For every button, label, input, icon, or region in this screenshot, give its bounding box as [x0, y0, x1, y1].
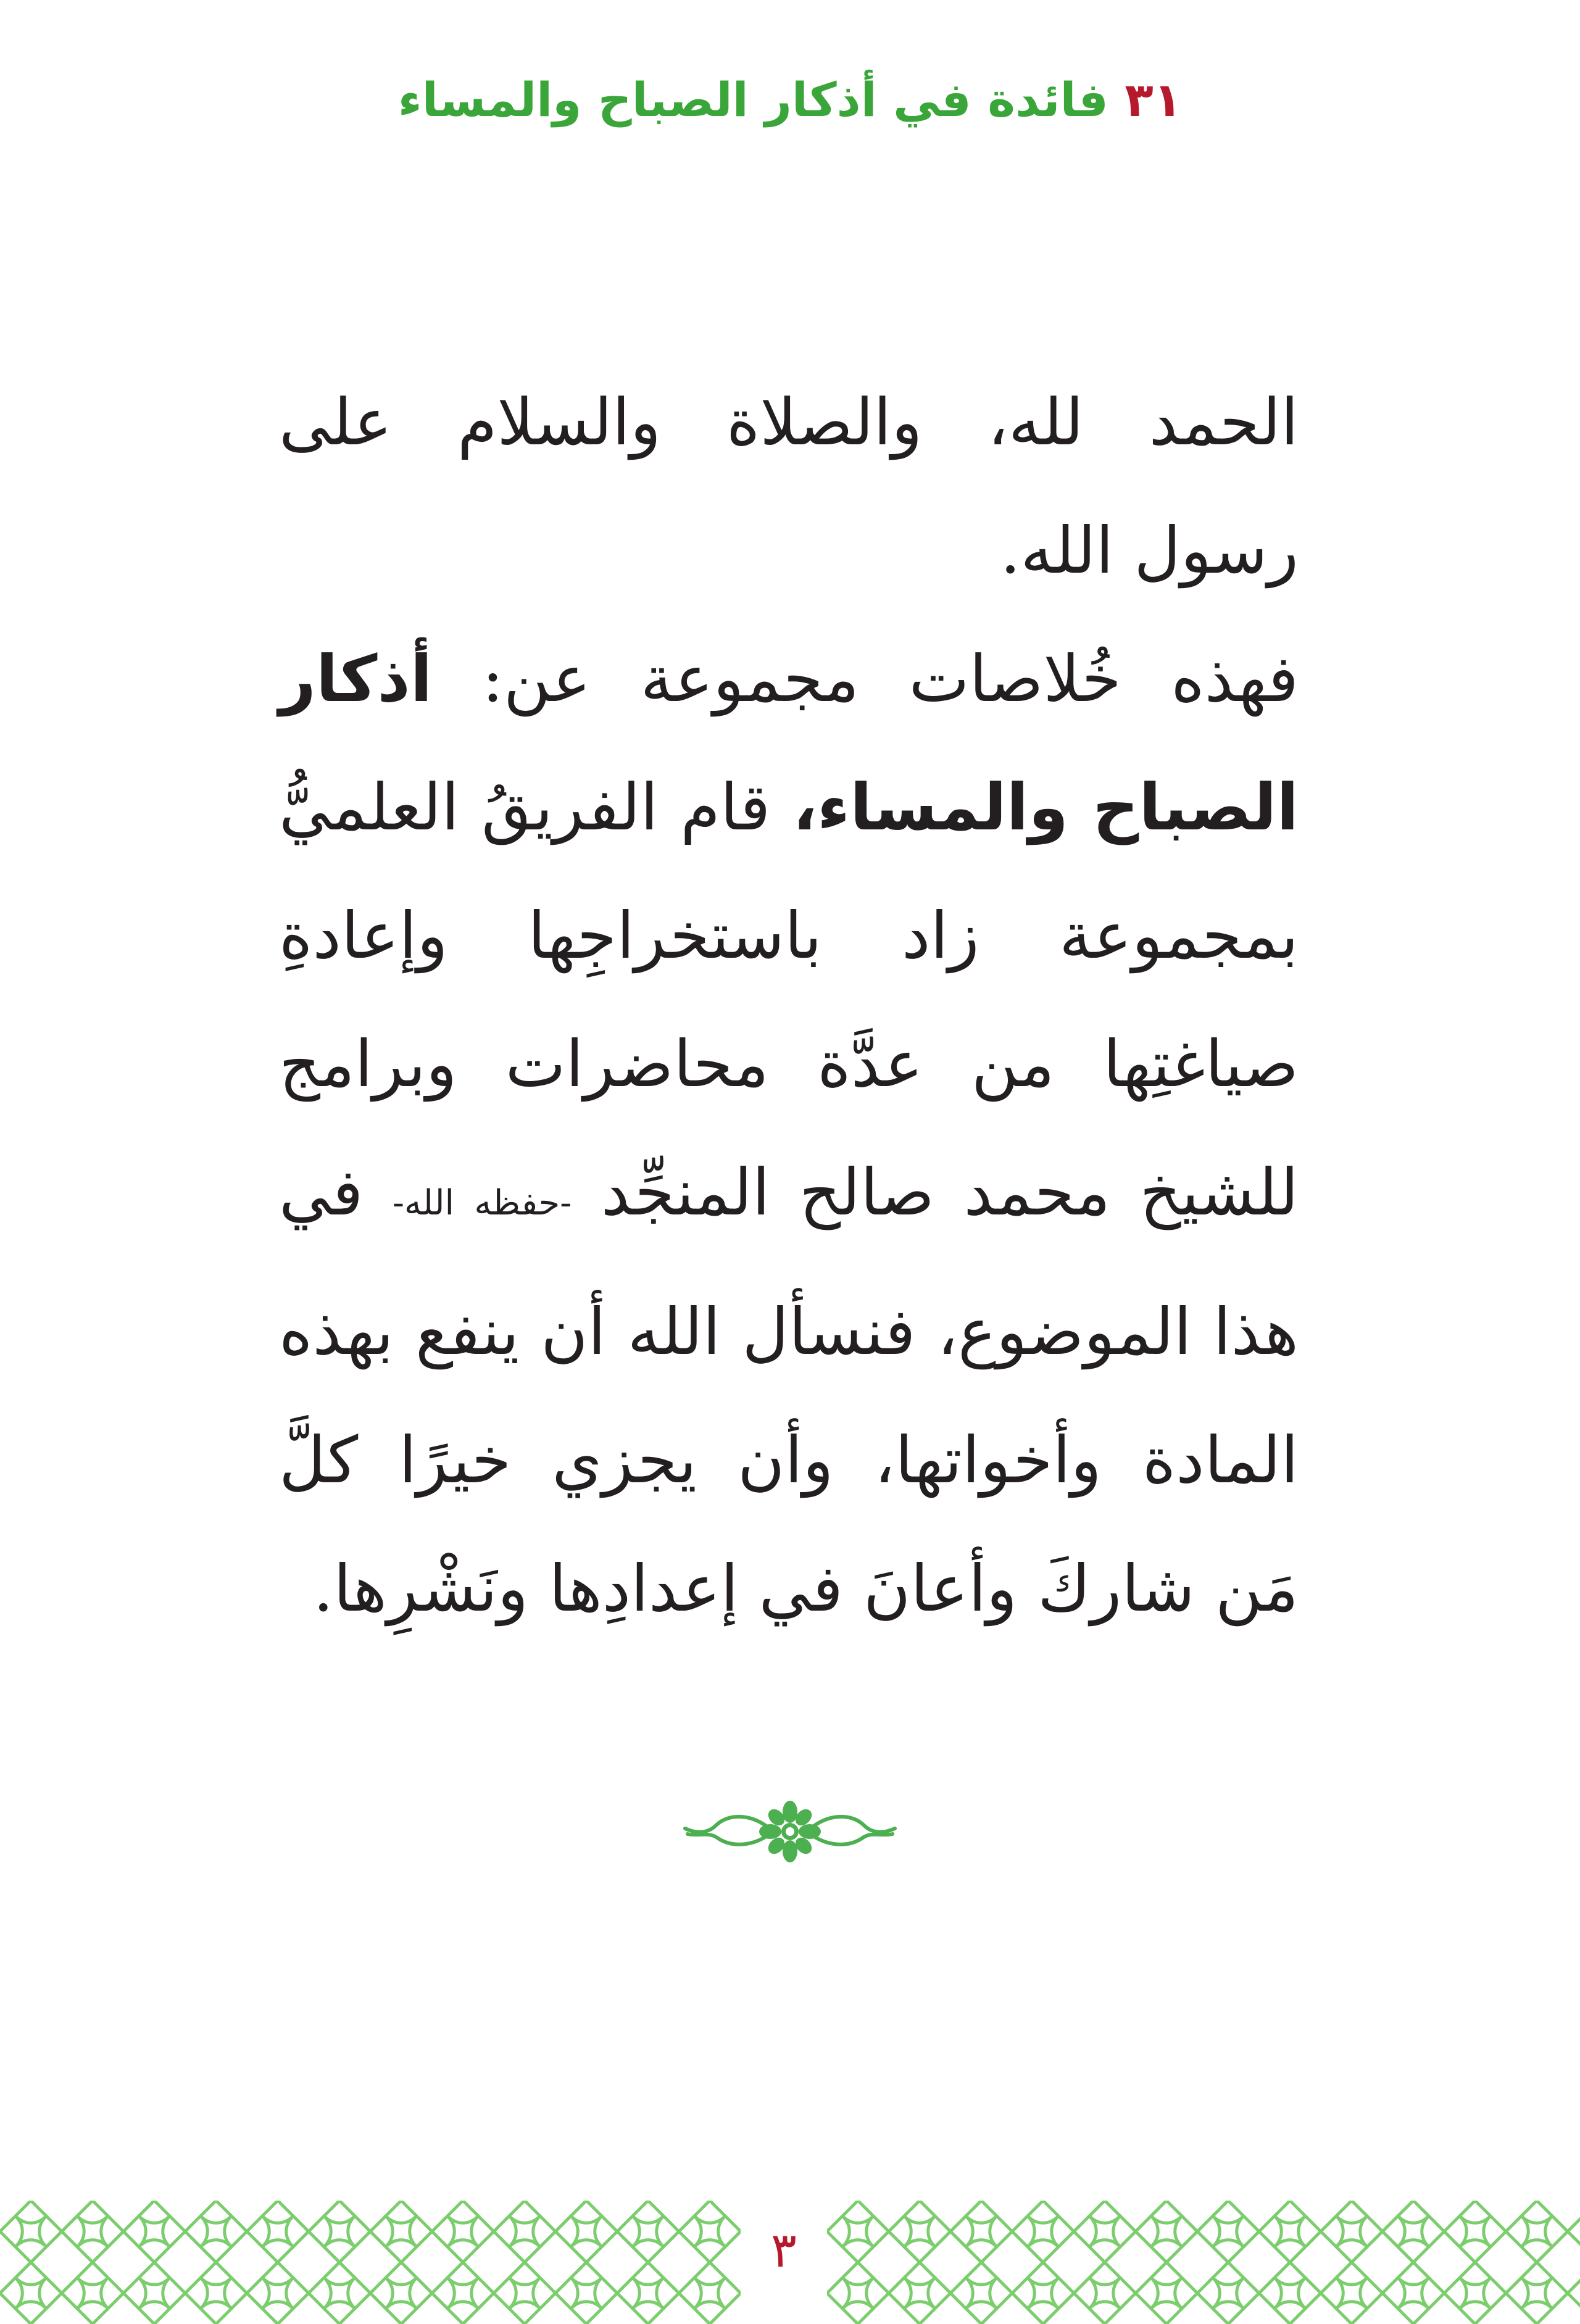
paragraph-end: في هذا الموضوع، فنسأل الله أن ينفع بهذه المادة وأخواتها، وأن يجزي خيرًا كلَّ مَن شاركَ وأعانَ في إعدادِها ونَشْرِها.: [279, 1155, 1299, 1626]
book-title-bold: أذكار الصباح والمساء،: [279, 641, 1299, 845]
geometric-pattern-band: [0, 2201, 741, 2324]
paragraph-main: [279, 615, 1299, 1653]
paragraph-middle: قام الفريقُ العلميُّ بمجموعة زاد باستخراجِها وإعادةِ صياغتِها من عدَّة محاضرات وبرامج للشيخ محمد صالح المنجِّد: [279, 770, 1299, 1230]
header-title: فائدة في أذكار الصباح والمساء: [397, 72, 1108, 127]
running-header: [0, 69, 1580, 131]
floral-divider-icon: [679, 1795, 901, 1862]
paragraph-opening: الحمد لله، والصلاة والسلام على رسول الله.: [279, 384, 1299, 588]
geometric-pattern-band: [827, 2201, 1580, 2324]
page-number: ٣: [771, 2223, 797, 2278]
honorific: -حفظه الله-: [392, 1183, 572, 1223]
header-number: ٣١: [1125, 72, 1183, 127]
paragraph-intro: فهذه خُلاصات مجموعة عن:: [481, 641, 1299, 716]
body-text: [279, 358, 1299, 1653]
